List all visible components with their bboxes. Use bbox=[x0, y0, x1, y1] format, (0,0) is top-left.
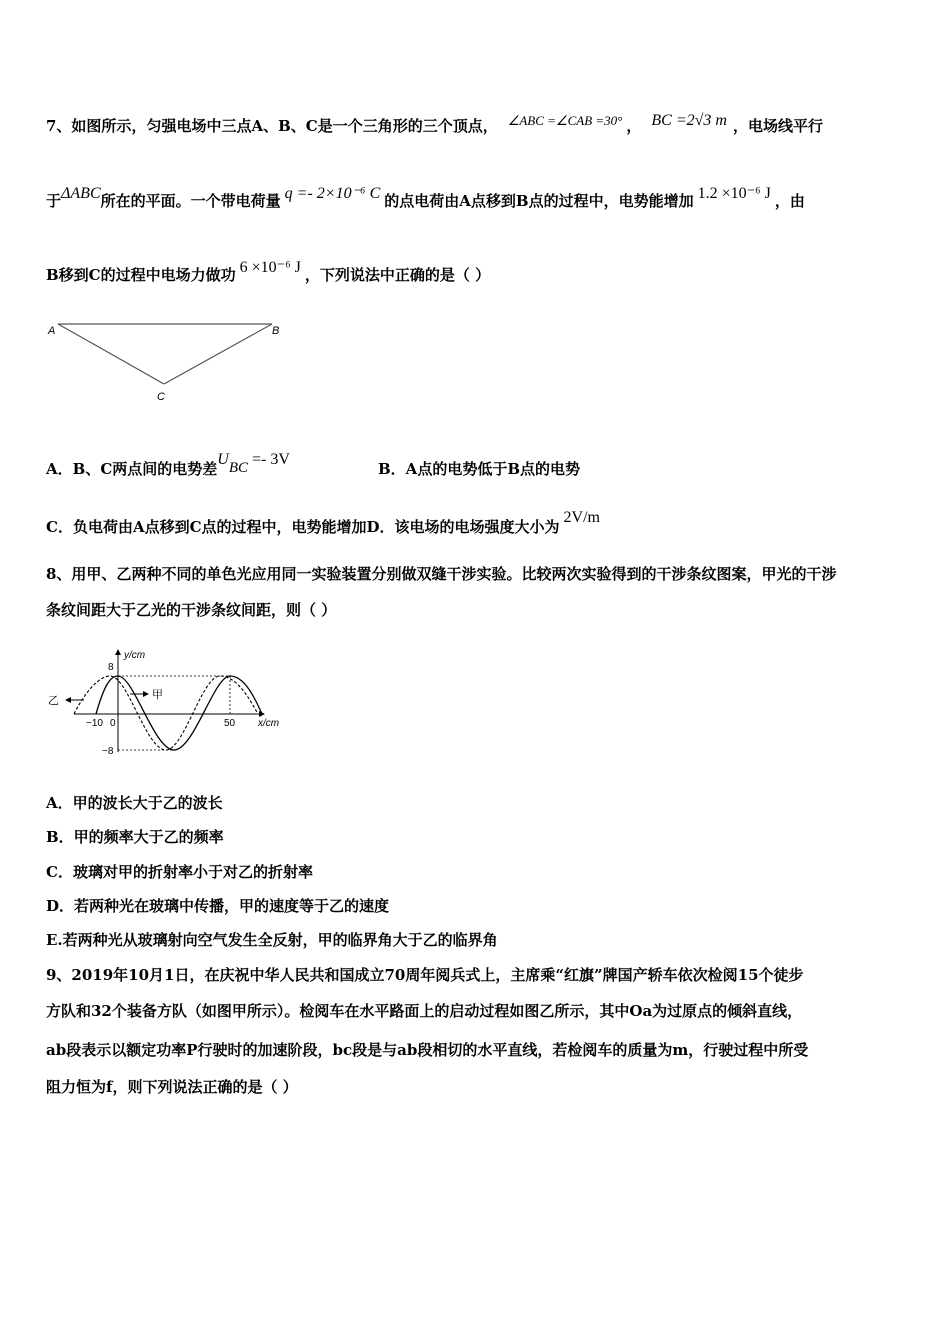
q8-option-e-row bbox=[46, 929, 498, 950]
q7-triangle-figure bbox=[40, 312, 340, 412]
q7-text-2: ，电场线平行 bbox=[732, 117, 823, 135]
label-jia: 甲 bbox=[152, 689, 163, 701]
q7-option-a-sub: BC bbox=[228, 460, 248, 476]
q8-option-c: C．玻璃对甲的折射率小于对乙的折射率 bbox=[46, 863, 313, 881]
q7-line-1 bbox=[46, 112, 823, 136]
q8-wave-graph bbox=[44, 646, 304, 756]
q7-sep: ， bbox=[626, 117, 642, 135]
triangle-side-bc bbox=[164, 324, 272, 384]
q7-text-6: ，由 bbox=[774, 192, 805, 210]
q7-angle-formula: ∠ABC =∠CAB =30° bbox=[507, 113, 623, 128]
x-zero-tick: 0 bbox=[110, 718, 116, 729]
q7-text-7: B移到C的过程中电场力做功 bbox=[46, 266, 236, 284]
q8-option-d: D．若两种光在玻璃中传播，甲的速度等于乙的速度 bbox=[46, 897, 390, 915]
point-a-label: A bbox=[48, 325, 56, 337]
q9-line-2 bbox=[46, 1000, 802, 1021]
q7-option-b-row bbox=[378, 458, 580, 479]
q7-charge-formula: q =- 2×10⁻⁶ C bbox=[284, 185, 381, 202]
y-axis-label: y/cm bbox=[124, 650, 146, 661]
q7-work-formula: 6 ×10⁻⁶ J bbox=[239, 259, 301, 276]
q8-option-d-row bbox=[46, 895, 389, 916]
q7-option-a-value: =- 3V bbox=[248, 451, 290, 468]
q8-option-b: B．甲的频率大于乙的频率 bbox=[46, 828, 224, 846]
label-yi: 乙 bbox=[48, 695, 59, 707]
q7-text-3: 于 bbox=[46, 192, 62, 210]
q7-option-b: B．A点的电势低于B点的电势 bbox=[378, 460, 580, 478]
q9-line-3 bbox=[46, 1039, 808, 1060]
q9-text-2: 方队和32个装备方队（如图甲所示）。检阅车在水平路面上的启动过程如图乙所示，其中Oa为过原点的倾斜直线， bbox=[46, 1002, 803, 1020]
q8-line-1 bbox=[46, 563, 836, 584]
q9-line-4 bbox=[46, 1076, 298, 1097]
q7-text-5: 的点电荷由A点移到B点的过程中，电势能增加 bbox=[384, 192, 694, 210]
point-c-label: C bbox=[157, 391, 165, 403]
x-axis-label: x/cm bbox=[258, 718, 280, 729]
q7-option-a: A．B、C两点间的电势差 bbox=[46, 460, 218, 478]
q8-option-e: E.若两种光从玻璃射向空气发生全反射，甲的临界角大于乙的临界角 bbox=[46, 931, 498, 949]
triangle-side-ca bbox=[58, 324, 164, 384]
y-bottom-tick: −8 bbox=[102, 746, 114, 756]
q7-bc-formula: BC =2√3 m bbox=[651, 112, 727, 129]
q8-option-a: A．甲的波长大于乙的波长 bbox=[46, 794, 223, 812]
point-b-label: B bbox=[272, 325, 280, 337]
x-neg-tick: −10 bbox=[86, 718, 103, 729]
q7-triangle-symbol: ΔABC bbox=[61, 185, 101, 202]
q7-text-8: ，下列说法中正确的是（ ） bbox=[304, 266, 491, 284]
q7-line-2 bbox=[46, 185, 805, 211]
x-fifty-tick: 50 bbox=[224, 718, 236, 729]
q7-options-row-1 bbox=[46, 451, 290, 483]
q7-line-3 bbox=[46, 259, 491, 285]
q8-option-b-row bbox=[46, 826, 224, 847]
q8-text-1: 8、用甲、乙两种不同的单色光应用同一实验装置分别做双缝干涉实验。比较两次实验得到的干涉条纹图案，甲光的干涉 bbox=[46, 565, 837, 583]
q9-text-3: ab段表示以额定功率P行驶时的加速阶段，bc段是与ab段相切的水平直线，若检阅车的质量为m，行驶过程中所受 bbox=[46, 1041, 809, 1059]
q9-text-1: 9、2019年10月1日，在庆祝中华人民共和国成立70周年阅兵式上，主席乘“红旗”牌国产轿车依次检阅15个徒步 bbox=[46, 966, 804, 984]
q7-options-row-2 bbox=[46, 509, 600, 537]
q8-option-c-row bbox=[46, 861, 313, 882]
q7-text-1: 7、如图所示，匀强电场中三点A、B、C是一个三角形的三个顶点， bbox=[46, 117, 498, 135]
q7-option-c: C．负电荷由A点移到C点的过程中，电势能增加D．该电场的电场强度大小为 bbox=[46, 518, 560, 536]
q8-line-2 bbox=[46, 599, 336, 620]
y-top-tick: 8 bbox=[108, 662, 114, 673]
q7-option-a-symbol: U bbox=[217, 451, 229, 468]
q7-option-d-value: 2V/m bbox=[563, 509, 600, 526]
q7-energy-formula: 1.2 ×10⁻⁶ J bbox=[697, 185, 771, 202]
q8-option-a-row bbox=[46, 792, 223, 813]
q9-line-1 bbox=[46, 964, 804, 985]
q9-text-4: 阻力恒为f，则下列说法正确的是（ ） bbox=[46, 1078, 298, 1096]
q7-text-4: 所在的平面。一个带电荷量 bbox=[100, 192, 281, 210]
q8-text-2: 条纹间距大于乙光的干涉条纹间距，则（ ） bbox=[46, 601, 337, 619]
